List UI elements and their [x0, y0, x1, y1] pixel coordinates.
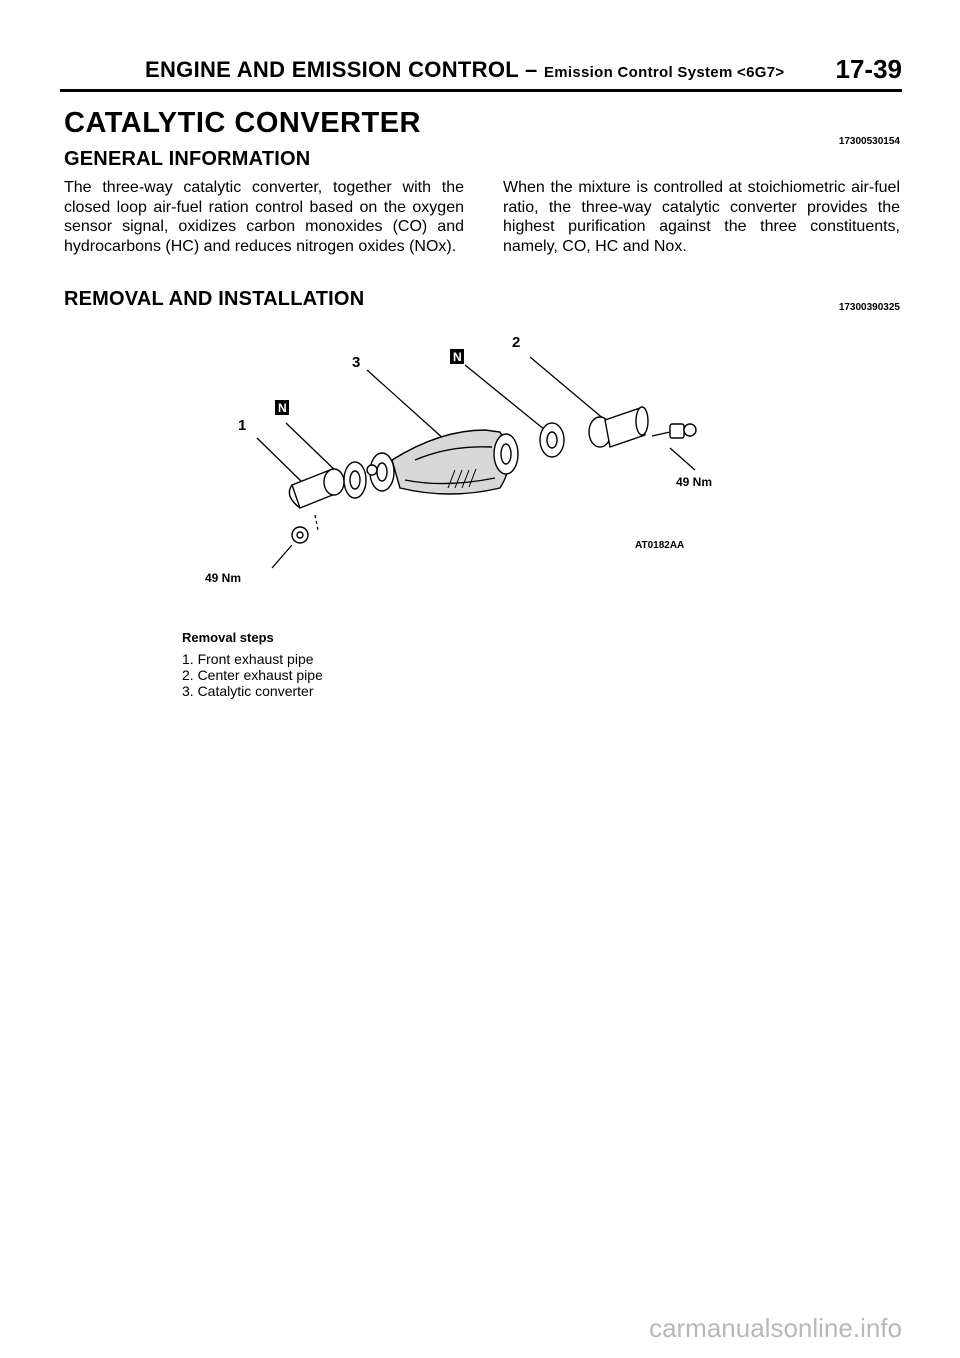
catalytic-converter [367, 430, 518, 494]
header-title [145, 57, 784, 83]
removal-step: 1. Front exhaust pipe [182, 651, 314, 667]
leader-line-n-right [465, 365, 545, 430]
gasket-right [540, 423, 564, 457]
new-part-mark-left [275, 400, 289, 415]
page-number: 17-39 [835, 54, 902, 84]
removal-step: 3. Catalytic converter [182, 683, 314, 699]
front-exhaust-pipe [289, 469, 344, 508]
general-text-right: When the mixture is controlled at stoichiometric air-fuel ratio, the three-way catalytic converter provides the highest purification against the three constituents, namely, CO, HC and Nox. [503, 179, 900, 255]
page-title: CATALYTIC CONVERTER [64, 107, 421, 139]
bolt-right [652, 424, 696, 438]
leader-line-2 [530, 357, 605, 420]
removal-heading: REMOVAL AND INSTALLATION [64, 288, 365, 310]
callout-1: 1 [238, 417, 247, 434]
callout-2: 2 [512, 334, 521, 351]
removal-steps-list [182, 651, 323, 699]
torque-right: 49 Nm [676, 475, 713, 489]
center-exhaust-pipe [589, 407, 648, 447]
header-section: ENGINE AND EMISSION CONTROL [145, 57, 519, 82]
general-heading: GENERAL INFORMATION [64, 148, 311, 170]
torque-left: 49 Nm [205, 571, 242, 585]
header-subsection: Emission Control System <6G7> [543, 64, 785, 81]
watermark: carmanualsonline.info [649, 1313, 902, 1343]
leader-line-torque-right [670, 448, 695, 470]
title-code: 17300530154 [838, 136, 900, 147]
new-part-mark-right-text: N [453, 350, 462, 364]
header-rule [60, 89, 902, 92]
exhaust-diagram [200, 320, 760, 600]
leader-line-n-left [286, 423, 340, 475]
new-part-mark-left-text: N [278, 401, 287, 415]
removal-steps-title: Removal steps [182, 630, 274, 645]
gasket-left [344, 462, 366, 498]
callout-3: 3 [352, 354, 361, 371]
leader-line-torque-left [272, 545, 292, 568]
figure-code: AT0182AA [635, 540, 685, 551]
stud-dash-line [315, 515, 318, 530]
header-dash: – [525, 57, 538, 82]
removal-code: 17300390325 [838, 302, 900, 313]
nut-left [292, 527, 308, 543]
leader-line-1 [257, 438, 305, 485]
new-part-mark-right [450, 349, 464, 364]
removal-step: 2. Center exhaust pipe [182, 667, 323, 683]
leader-line-3 [367, 370, 445, 440]
general-text-left: The three-way catalytic converter, together with the closed loop air-fuel ration control based on the oxygen sensor signal, oxidizes carbon monoxides (CO) and hydrocarbons (HC) and reduces nitrogen oxides (NOx). [64, 179, 464, 255]
